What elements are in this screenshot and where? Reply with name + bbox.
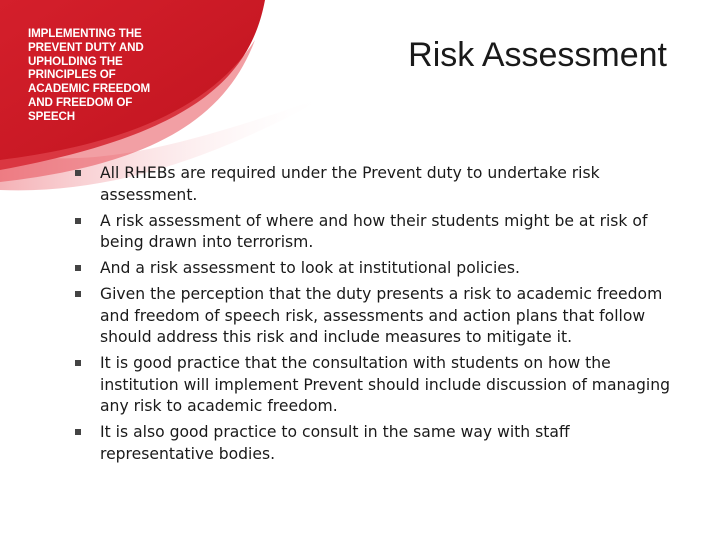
bullet-item <box>76 211 676 254</box>
banner-title-line: PREVENT DUTY AND <box>28 40 144 54</box>
bullet-text: It is good practice that the consultation with students on how the institution will implement Prevent should include discussion of managing any risk to academic freedom. <box>100 354 671 416</box>
bullet-item <box>76 353 676 418</box>
banner-title-line: PRINCIPLES OF <box>28 68 116 82</box>
slide-title: Risk Assessment <box>408 36 667 74</box>
square-bullet-icon <box>75 170 81 176</box>
banner-title-line: ACADEMIC FREEDOM <box>28 82 151 96</box>
square-bullet-icon <box>75 360 81 366</box>
bullet-text: And a risk assessment to look at institutional policies. <box>100 259 520 278</box>
bullet-text: A risk assessment of where and how their students might be at risk of being drawn into terrorism. <box>100 211 648 252</box>
bullet-item <box>76 284 676 349</box>
bullet-text: Given the perception that the duty presents a risk to academic freedom and freedom of speech risk, assessments and action plans that follow should address this risk and include measures to mitigate it. <box>100 285 663 347</box>
bullet-item <box>76 258 676 280</box>
banner-title-line: AND FREEDOM OF <box>28 95 133 109</box>
bullet-item <box>76 422 676 465</box>
banner-title-line: SPEECH <box>28 109 76 123</box>
bullet-text: It is also good practice to consult in the same way with staff representative bodies. <box>100 423 570 463</box>
square-bullet-icon <box>75 429 81 435</box>
banner-title-line: IMPLEMENTING THE <box>28 27 142 40</box>
bullet-item <box>76 163 676 206</box>
bullet-list <box>76 163 676 470</box>
square-bullet-icon <box>75 291 81 297</box>
square-bullet-icon <box>75 265 81 271</box>
square-bullet-icon <box>75 218 81 224</box>
bullet-text: All RHEBs are required under the Prevent duty to undertake risk assessment. <box>100 164 600 204</box>
banner-title-line: UPHOLDING THE <box>28 54 123 68</box>
banner-title <box>28 27 178 124</box>
